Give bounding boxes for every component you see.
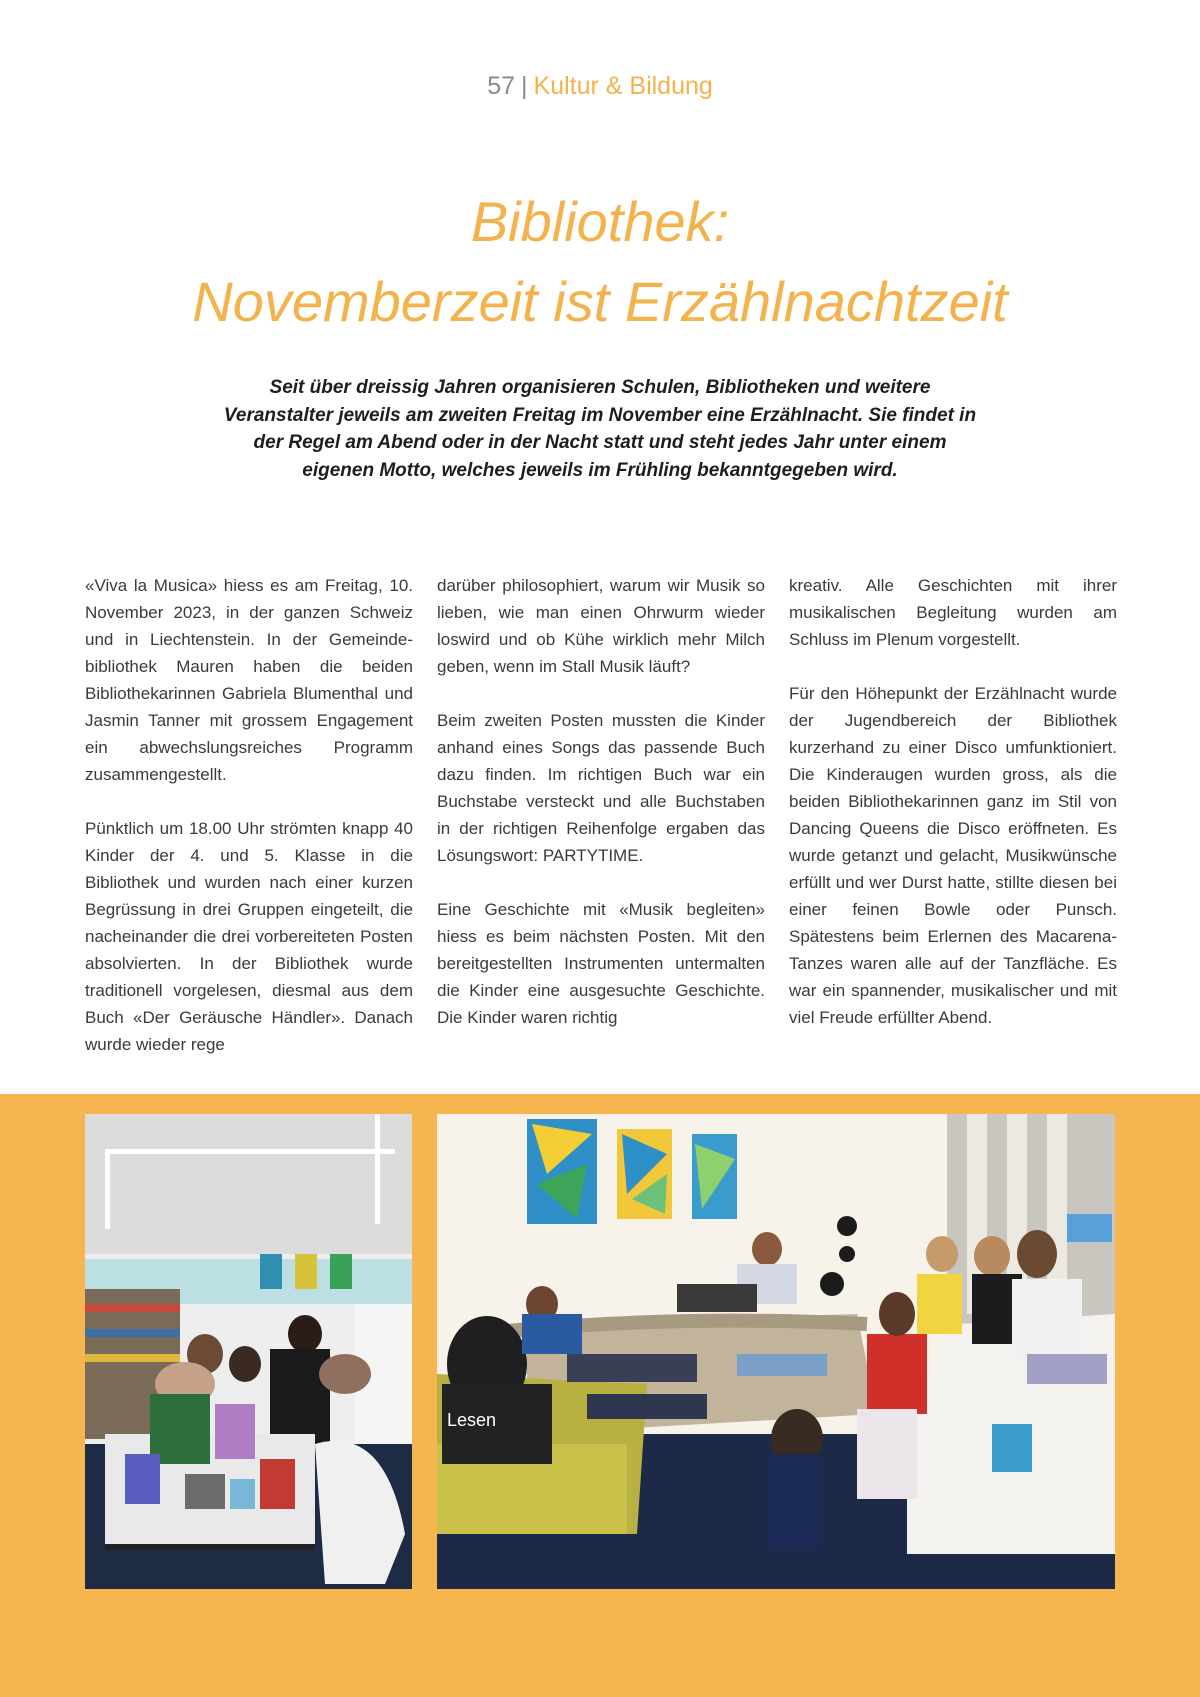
page-number: 57: [487, 72, 516, 100]
paragraph: kreativ. Alle Geschichten mit ihrer musikalischen Begleitung wurden am Schluss im Plenum vorgestellt.: [789, 576, 1117, 649]
shirt-text: Lesen: [447, 1410, 497, 1430]
text-column-1: [85, 572, 413, 1085]
text-column-2: [437, 572, 765, 1058]
photo-library-reading-image: [85, 1114, 412, 1589]
photo-youth-area: [437, 1114, 1115, 1589]
photo-youth-area-image: [437, 1114, 1115, 1589]
header-separator: |: [521, 72, 528, 100]
paragraph: «Viva la Musica» hiess es am Freitag, 10. November 2023, in der ganzen Schweiz und in Liechtenstein. In der Gemeindebibliothek Mauren haben die beiden Bibliothekarinnen Gabriela Blumenthal und Jasmin Tanner mit grossem Engagement ein abwechslungsreiches Programm zusammengestellt.: [85, 576, 413, 784]
paragraph: Für den Höhepunkt der Erzählnacht wurde der Jugendbereich der Bibliothek kurzerhand zu einer Disco umfunktioniert. Die Kinderaugen wurden gross, als die beiden Bibliothekarinnen ganz im Stil von Dancing Queens die Disco eröffneten. Es wurde getanzt und gelacht, Musikwünsche erfüllt und wer Durst hatte, stillte diesen bei einer feinen Bowle oder Punsch. Spätestens beim Erlernen des Macarena-Tanzes waren alle auf der Tanzfläche. Es war ein spannender, musikalischer und mit viel Freude erfüllter Abend.: [789, 684, 1117, 1027]
text-column-3: [789, 572, 1117, 1058]
article-lead: Seit über dreissig Jahren organisieren Schulen, Bibliotheken und weitere Veranstalter jeweils am zweiten Freitag im November eine Erzählnacht. Sie findet in der Regel am Abend oder in der Nacht statt und steht jedes Jahr unter einem eigenen Motto, welches jeweils im Frühling bekanntgegeben wird.: [223, 377, 977, 481]
title-line-1: Bibliothek:: [470, 190, 730, 253]
paragraph: darüber philosophiert, warum wir Musik so lieben, wie man einen Ohrwurm wieder loswird und ob Kühe wirklich mehr Milch geben, wenn im Stall Musik läuft?: [437, 576, 765, 676]
title-line-2: Novemberzeit ist Erzählnachtzeit: [192, 270, 1008, 333]
paragraph: Pünktlich um 18.00 Uhr strömten knapp 40 Kinder der 4. und 5. Klasse in die Bibliothek und wurden nach einer kurzen Begrüssung in drei Gruppen eingeteilt, die nacheinander die drei vorbereiteten Posten absolvierten. In der Bibliothek wurde traditionell vorgelesen, diesmal aus dem Buch «Der Geräusche Händler». Danach wurde wieder rege: [85, 819, 413, 1054]
section-name: Kultur & Bildung: [533, 72, 713, 100]
paragraph: Beim zweiten Posten mussten die Kinder anhand eines Songs das passende Buch dazu finden. Im richtigen Buch war ein Buchstabe versteckt und alle Buchstaben in der richtigen Reihenfolge ergaben das Lösungswort: PARTYTIME.: [437, 711, 765, 865]
page-header: [0, 72, 1200, 101]
photo-library-reading: [85, 1114, 412, 1589]
article-title: [60, 182, 1140, 342]
paragraph: Eine Geschichte mit «Musik begleiten» hiess es beim nächsten Posten. Mit den bereitgestellten Instrumenten untermalten die Kinder eine ausgesuchte Geschichte. Die Kinder waren richtig: [437, 900, 765, 1027]
